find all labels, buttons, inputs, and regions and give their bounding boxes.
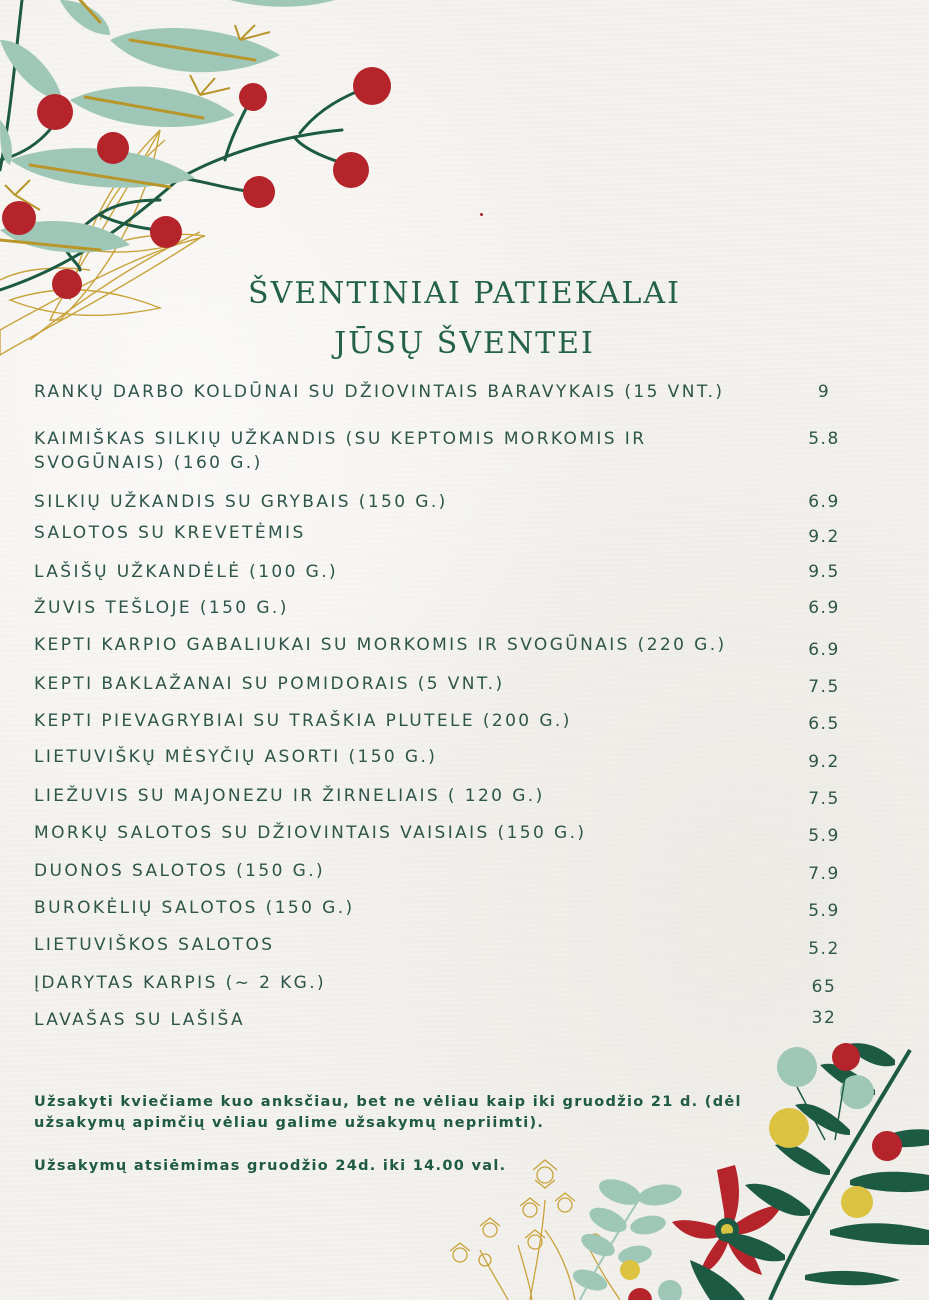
menu-item-name: LIETUVIŠKOS SALOTOS <box>34 935 275 955</box>
menu-item-price: 5.2 <box>808 939 840 959</box>
menu-item <box>34 745 854 772</box>
menu-item-name: ĮDARYTAS KARPIS (~ 2 KG.) <box>34 973 327 993</box>
menu-item-name: LAVAŠAS SU LAŠIŠA <box>34 1010 245 1030</box>
menu-item-price: 7.5 <box>808 677 840 697</box>
menu-item-name: KEPTI KARPIO GABALIUKAI SU MORKOMIS IR SVOGŪNAIS (220 G.) <box>34 635 727 655</box>
page-title-line-2: JŪSŲ ŠVENTEI <box>334 326 595 361</box>
menu-item-name: DUONOS SALOTOS (150 G.) <box>34 861 326 881</box>
menu-item-price: 5.8 <box>808 429 840 449</box>
menu-item <box>34 1008 854 1032</box>
menu-item-price: 6.9 <box>808 640 840 660</box>
menu-item-price: 5.9 <box>808 826 840 846</box>
menu-item-name: RANKŲ DARBO KOLDŪNAI SU DŽIOVINTAIS BARAVYKAIS (15 VNT.) <box>34 382 725 402</box>
menu-item-price: 6.5 <box>808 714 840 734</box>
menu-item-name: LIEŽUVIS SU MAJONEZU IR ŽIRNELIAIS ( 120 G.) <box>34 786 545 806</box>
menu-item-price: 7.9 <box>808 864 840 884</box>
menu-item-name: SALOTOS SU KREVETĖMIS <box>34 523 306 543</box>
menu-item-price: 9.2 <box>808 752 840 772</box>
menu-item <box>34 933 854 957</box>
menu-item <box>34 596 854 620</box>
decorative-dot <box>480 213 483 216</box>
order-deadline-note: Užsakyti kviečiame kuo anksčiau, bet ne vėliau kaip iki gruodžio 21 d. (dėl užsakymų apimčių vėliau galime užsakymų nepriimti). <box>34 1094 742 1131</box>
winter-flowers-decoration <box>430 1030 929 1300</box>
menu-item-price: 7.5 <box>808 789 840 809</box>
menu-item-name: LAŠIŠŲ UŽKANDĖLĖ (100 G.) <box>34 562 339 582</box>
menu-item <box>34 859 854 883</box>
menu-item-name: ŽUVIS TEŠLOJE (150 G.) <box>34 598 289 618</box>
menu-item <box>34 633 854 660</box>
menu-item <box>34 427 854 475</box>
menu-item <box>34 784 854 808</box>
menu-item <box>34 560 854 584</box>
menu-item-name: LIETUVIŠKŲ MĖSYČIŲ ASORTI (150 G.) <box>34 747 438 767</box>
menu-item-price: 9.5 <box>808 562 840 582</box>
menu-item <box>34 490 854 514</box>
menu-item-price: 32 <box>811 1008 837 1028</box>
page-title-line-1: ŠVENTINIAI PATIEKALAI <box>248 276 681 311</box>
pickup-note: Užsakymų atsiėmimas gruodžio 24d. iki 14.00 val. <box>34 1158 507 1174</box>
menu-item <box>34 521 854 545</box>
menu-item <box>34 380 854 404</box>
menu-item-name: KAIMIŠKAS SILKIŲ UŽKANDIS (SU KEPTOMIS MORKOMIS IR SVOGŪNAIS) (160 G.) <box>34 429 647 473</box>
menu-item-name: MORKŲ SALOTOS SU DŽIOVINTAIS VAISIAIS (150 G.) <box>34 823 587 843</box>
menu-item-name: SILKIŲ UŽKANDIS SU GRYBAIS (150 G.) <box>34 492 448 512</box>
menu-item <box>34 821 854 845</box>
menu-item-name: KEPTI PIEVAGRYBIAI SU TRAŠKIA PLUTELE (200 G.) <box>34 711 572 731</box>
menu-item <box>34 672 854 696</box>
holly-berry-branch-decoration <box>0 0 400 370</box>
menu-item-price: 6.9 <box>808 492 840 512</box>
menu-item-price: 9.2 <box>808 527 840 547</box>
menu-item-price: 65 <box>811 977 837 997</box>
menu-item <box>34 896 854 920</box>
menu-item-price: 9 <box>817 382 831 402</box>
menu-item-name: KEPTI BAKLAŽANAI SU POMIDORAIS (5 VNT.) <box>34 674 505 694</box>
menu-item <box>34 971 854 995</box>
menu-item-price: 5.9 <box>808 901 840 921</box>
menu-item-price: 6.9 <box>808 598 840 618</box>
menu-item <box>34 709 854 733</box>
menu-item-name: BUROKĖLIŲ SALOTOS (150 G.) <box>34 898 355 918</box>
